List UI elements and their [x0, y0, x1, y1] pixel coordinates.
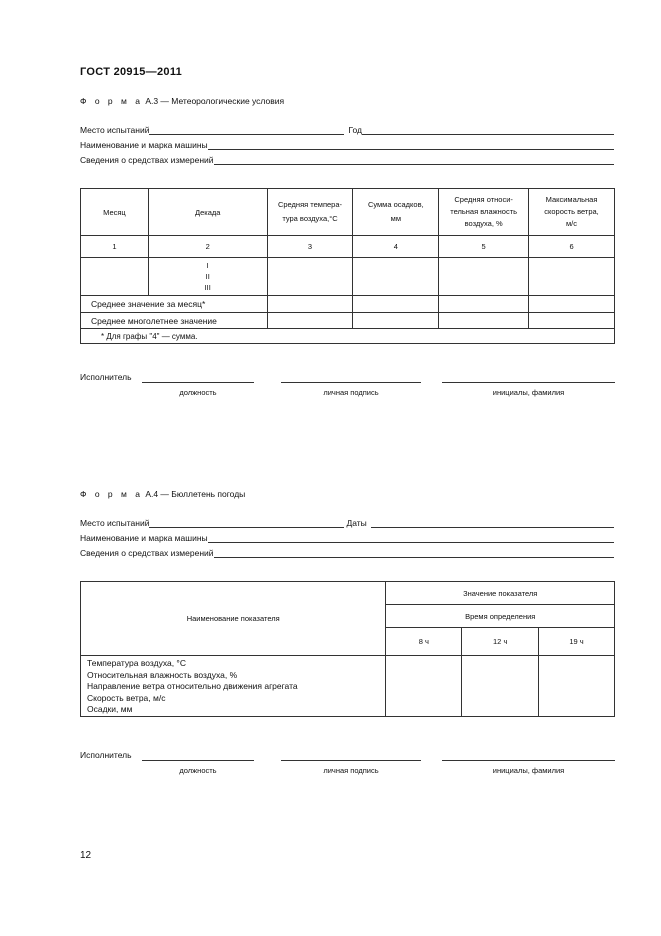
name-caption: инициалы, фамилия [492, 388, 565, 397]
field-instruments [80, 155, 614, 165]
field-dates-label: Даты [346, 518, 367, 528]
field-place-dates [80, 518, 614, 528]
decade-label: II [205, 272, 210, 281]
field-machine-label: Наименование и марка машины [80, 533, 208, 543]
position-line[interactable] [142, 373, 254, 383]
cell-value[interactable] [267, 313, 353, 329]
cell-value[interactable] [267, 296, 353, 313]
col-number: 3 [267, 236, 353, 258]
avg-longterm-label: Среднее многолетнее значение [81, 313, 268, 329]
table-decade-row [81, 258, 615, 296]
col-number: 6 [529, 236, 615, 258]
col-number: 5 [439, 236, 529, 258]
indicator-item: Направление ветра относительно движения агрегата [87, 681, 298, 691]
cell-value[interactable] [386, 656, 462, 717]
field-instruments-line[interactable] [214, 155, 614, 165]
form-word: Ф о р м а [80, 96, 143, 106]
cell-value[interactable] [529, 313, 615, 329]
form-a4-title [80, 489, 245, 499]
field-place-label: Место испытаний [80, 518, 150, 528]
field-machine-label: Наименование и марка машины [80, 140, 208, 150]
indicator-item: Температура воздуха, °С [87, 658, 186, 668]
col-header-time: Время определения [386, 605, 615, 628]
col-header-precip: Сумма осадков, мм [353, 189, 439, 236]
col-header-value: Значение показателя [386, 582, 615, 605]
col-time: 19 ч [539, 628, 615, 656]
document-code: ГОСТ 20915—2011 [80, 66, 183, 78]
field-place-label: Место испытаний [80, 125, 150, 135]
signature-caption: личная подпись [323, 388, 379, 397]
col-header-indicator: Наименование показателя [81, 582, 386, 656]
cell-value[interactable] [267, 258, 353, 296]
name-caption: инициалы, фамилия [492, 766, 565, 775]
executor-label: Исполнитель [80, 372, 132, 382]
form-a3-title [80, 96, 284, 106]
table-indicators-row [81, 656, 615, 717]
executor-label: Исполнитель [80, 750, 132, 760]
col-number: 1 [81, 236, 149, 258]
field-instruments-line[interactable] [214, 548, 614, 558]
table-header-row [81, 189, 615, 236]
field-dates-line[interactable] [371, 518, 614, 528]
table-header-row [81, 582, 615, 605]
signature-block-a3 [0, 372, 661, 402]
field-machine-line[interactable] [208, 533, 614, 543]
table-footnote-row [81, 329, 615, 344]
field-instruments [80, 548, 614, 558]
meteo-table [80, 188, 615, 344]
field-instruments-label: Сведения о средствах измерений [80, 155, 214, 165]
col-header-humidity: Средняя относи- тельная влажность воздуха, % [439, 189, 529, 236]
cell-value[interactable] [353, 296, 439, 313]
page-number: 12 [80, 850, 92, 861]
indicator-item: Осадки, мм [87, 704, 133, 714]
col-header-temp: Средняя темпера- тура воздуха,°С [267, 189, 353, 236]
position-line[interactable] [142, 751, 254, 761]
form-number: А.3 — Метеорологические условия [145, 96, 285, 106]
table-avg-month-row [81, 296, 615, 313]
cell-value[interactable] [439, 296, 529, 313]
cell-value[interactable] [529, 258, 615, 296]
cell-value[interactable] [353, 258, 439, 296]
field-machine-line[interactable] [208, 140, 614, 150]
col-header-decade: Декада [148, 189, 267, 236]
position-caption: должность [179, 766, 217, 775]
signature-line[interactable] [281, 373, 421, 383]
cell-month[interactable] [81, 258, 149, 296]
indicator-item: Относительная влажность воздуха, % [87, 669, 238, 680]
signature-caption: личная подпись [323, 766, 379, 775]
indicators-list [81, 656, 386, 717]
col-time: 12 ч [462, 628, 539, 656]
field-place-year [80, 125, 614, 135]
table-footnote: * Для графы "4" — сумма. [81, 329, 615, 344]
cell-decades [148, 258, 267, 296]
field-year-label: Год [348, 125, 363, 135]
signature-block-a4 [0, 750, 661, 780]
weather-table [80, 581, 615, 717]
cell-value[interactable] [462, 656, 539, 717]
form-word: Ф о р м а [80, 489, 143, 499]
field-year-line[interactable] [362, 125, 614, 135]
position-caption: должность [179, 388, 217, 397]
form-number: А.4 — Бюллетень погоды [145, 489, 246, 499]
col-time: 8 ч [386, 628, 462, 656]
avg-month-label: Среднее значение за месяц* [81, 296, 268, 313]
decade-label: III [204, 283, 211, 292]
col-header-month: Месяц [81, 189, 149, 236]
field-instruments-label: Сведения о средствах измерений [80, 548, 214, 558]
indicator-item: Скорость ветра, м/с [87, 692, 166, 703]
name-line[interactable] [442, 373, 615, 383]
col-header-wind: Максимальная скорость ветра, м/с [529, 189, 615, 236]
decade-label: I [206, 261, 209, 270]
cell-value[interactable] [439, 313, 529, 329]
table-avg-longterm-row [81, 313, 615, 329]
table-number-row [81, 236, 615, 258]
field-machine [80, 140, 614, 150]
field-place-line[interactable] [149, 125, 344, 135]
cell-value[interactable] [439, 258, 529, 296]
field-machine [80, 533, 614, 543]
field-place-line[interactable] [149, 518, 344, 528]
name-line[interactable] [442, 751, 615, 761]
cell-value[interactable] [353, 313, 439, 329]
col-number: 2 [148, 236, 267, 258]
cell-value[interactable] [529, 296, 615, 313]
col-number: 4 [353, 236, 439, 258]
cell-value[interactable] [539, 656, 615, 717]
signature-line[interactable] [281, 751, 421, 761]
